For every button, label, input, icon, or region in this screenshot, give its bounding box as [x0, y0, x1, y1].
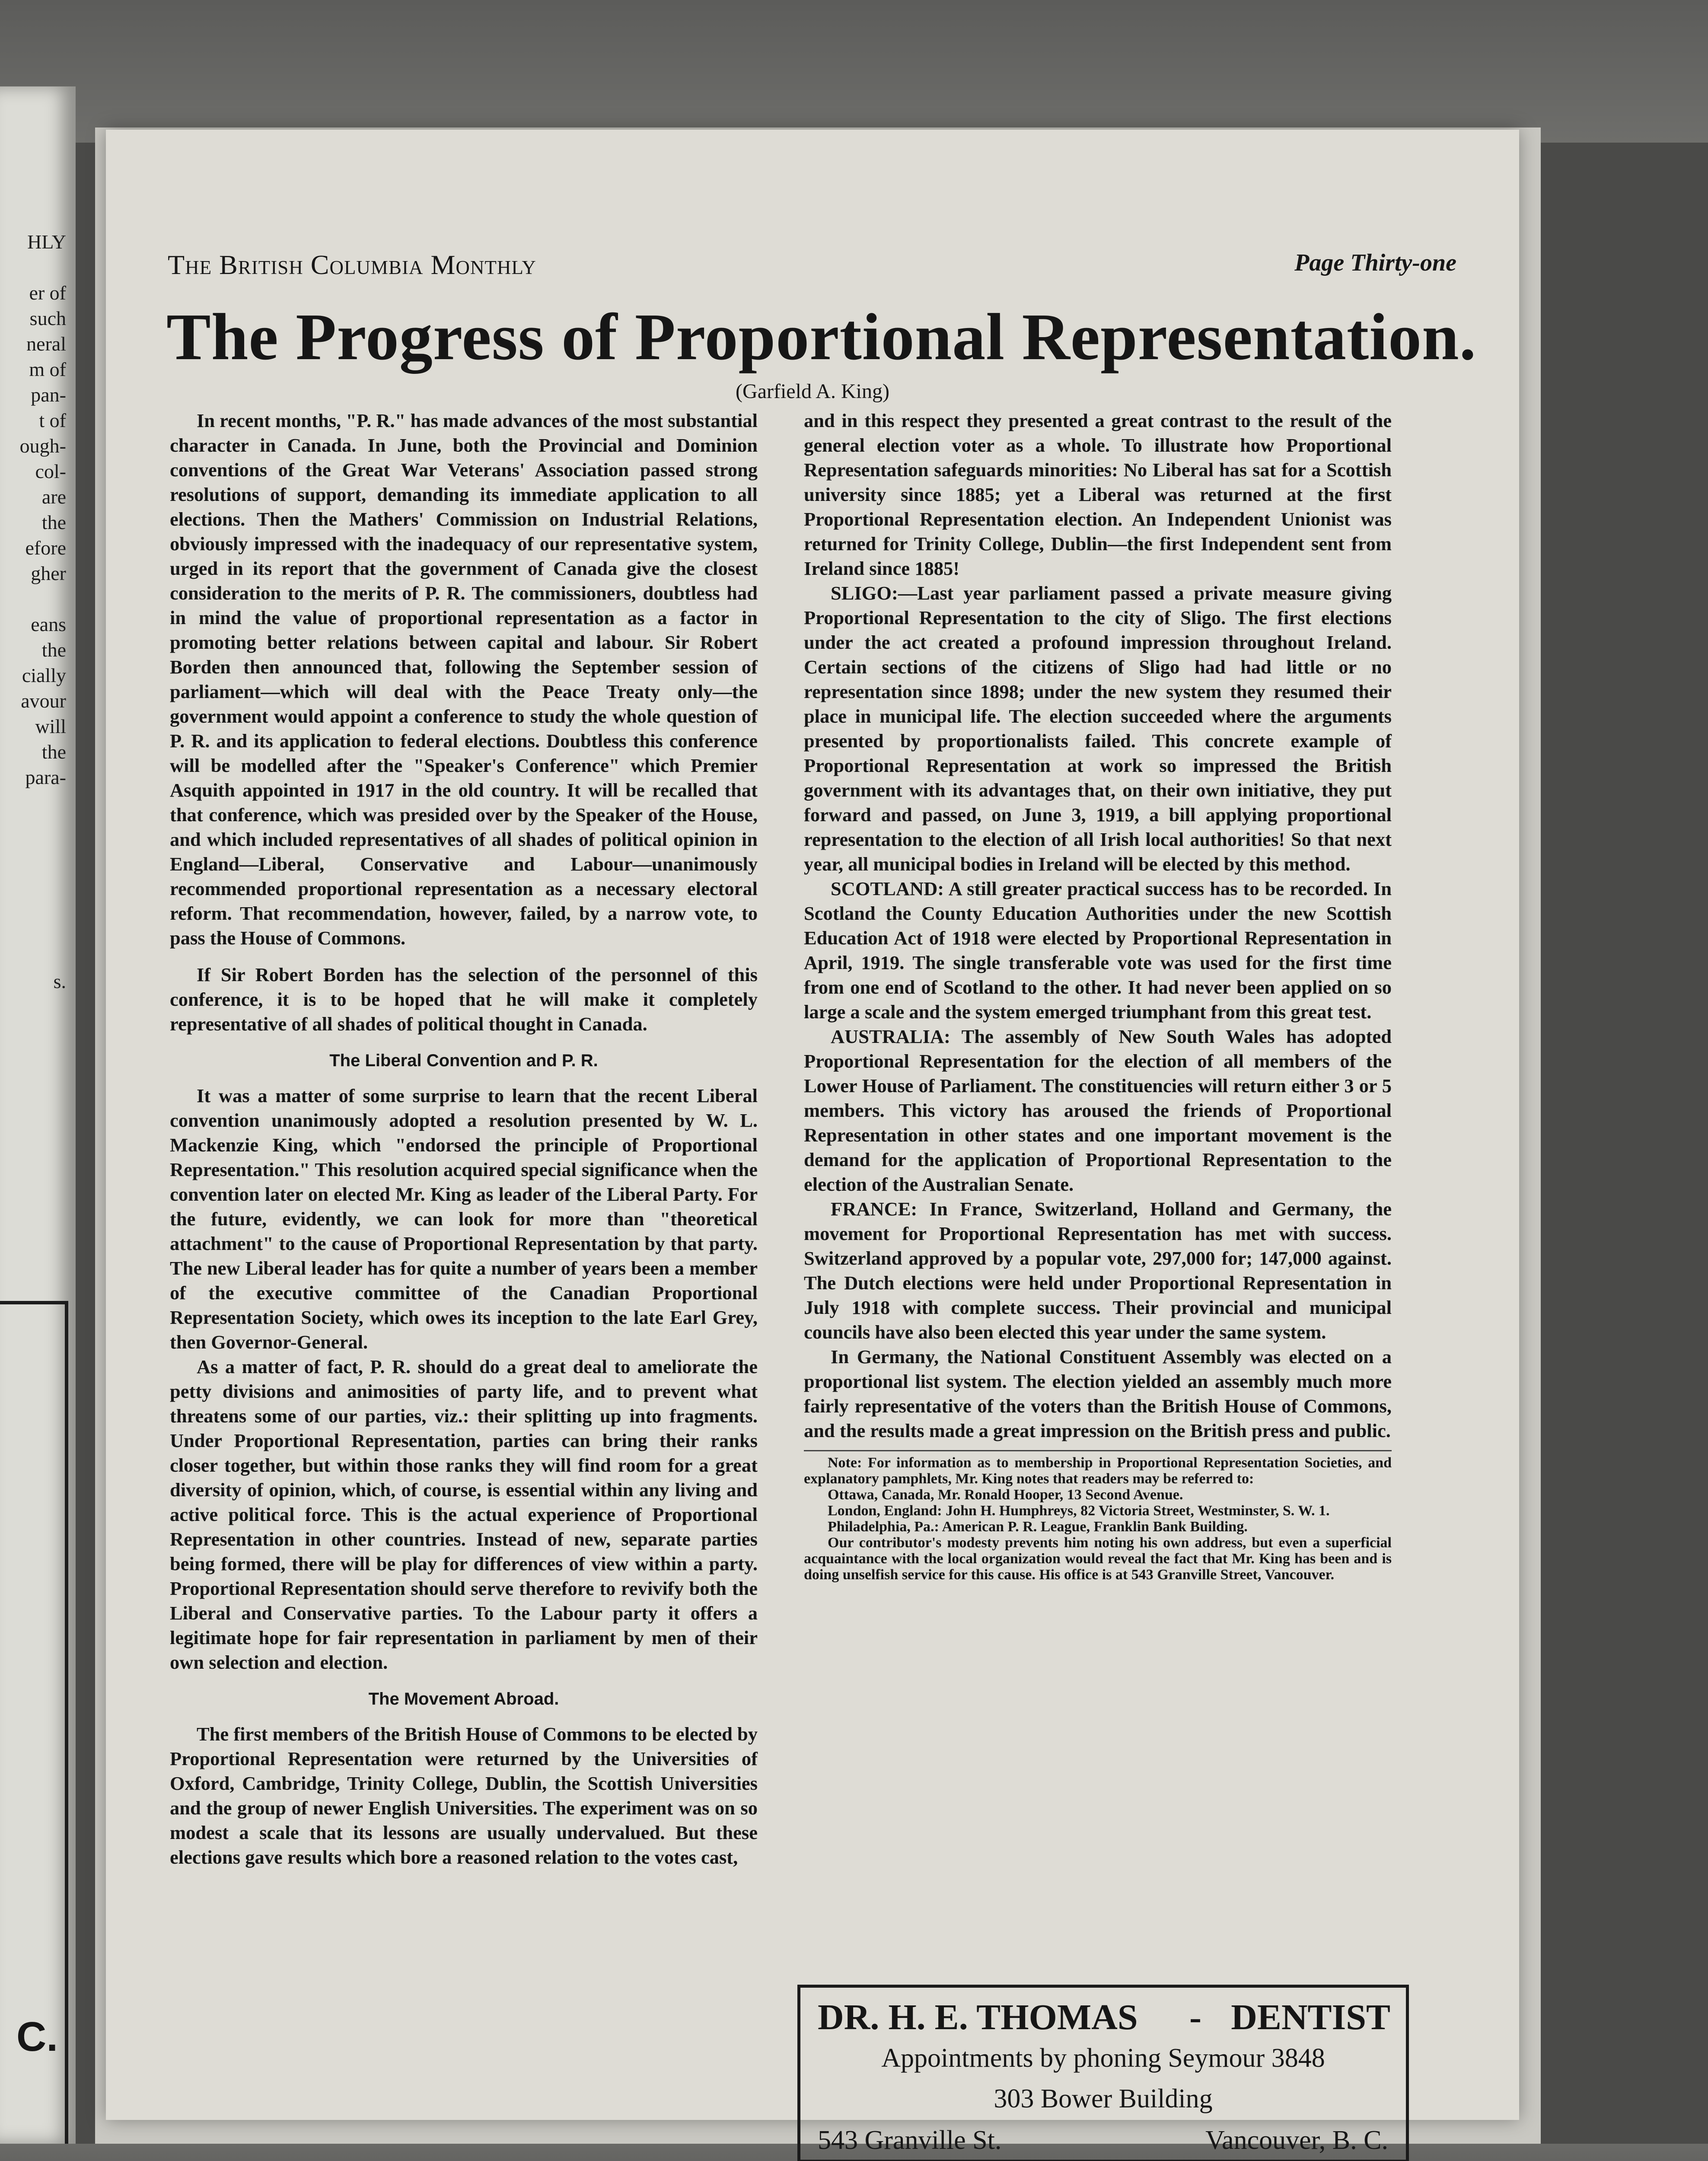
paragraph: As a matter of fact, P. R. should do a great deal to ameliorate the petty divisions and animosities of party life, and to prevent what threatens some of our parties, viz.: their splitting up into fragments. Under Proportional Representation, parties can bring their ranks closer together, but within those ranks they will find room for a great diversity of opinion, which, of course, is essential within any living and active political force. This is the actual experience of Proportional Representation in other countries. Instead of new, separate parties being formed, there will be play for differences of view within a party. Proportional Representation should serve therefore to revivify both the Liberal and Conservative parties. To the Labour party it offers a legitimate hope for fair representation in parliament by men of their own selection and election.: [170, 1356, 758, 1673]
paragraph: It was a matter of some surprise to learn that the recent Liberal convention unanimously adopted a resolution presented by W. L. Mackenzie King, which "endorsed the principle of Proportional Representation." This resolution acquired special significance when the convention later on elected Mr. King as leader of the Liberal Party. For the future, evidently, we can look for more than "theoretical attachment" to the cause of Proportional Representation by that party. The new Liberal leader has for quite a number of years been a member of the executive committee of the Canadian Proportional Representation Society, which owes its inception to the late Earl Grey, then Governor-General.: [170, 1085, 758, 1353]
dentist-advertisement: [797, 1985, 1409, 2161]
adjacent-page-line: pan-: [31, 384, 66, 406]
footnote-line: London, England: John H. Humphreys, 82 Victoria Street, Westminster, S. W. 1.: [828, 1503, 1330, 1519]
footnote-line: Note: For information as to membership in Proportional Representation Societies, and explanatory pamphlets, Mr. King notes that readers may be referred to:: [804, 1455, 1392, 1487]
ad-dentist-name: DR. H. E. THOMAS: [818, 1997, 1138, 2037]
footnote: [804, 1450, 1392, 1583]
adjacent-page-line: the: [41, 511, 66, 533]
adjacent-page-line: HLY: [27, 231, 66, 253]
footnote-line: Philadelphia, Pa.: American P. R. League, Franklin Bank Building.: [828, 1519, 1248, 1535]
paragraph: If Sir Robert Borden has the selection of the personnel of this conference, it is to be hoped that he will make it completely representative of all shades of political thought in Canada.: [170, 964, 758, 1035]
adjacent-page-line: [0, 867, 76, 892]
running-header-magazine: The British Columbia Monthly: [168, 249, 536, 280]
ad-dash: -: [1189, 1997, 1201, 2037]
footnote-line: Ottawa, Canada, Mr. Ronald Hooper, 13 Second Avenue.: [828, 1487, 1183, 1503]
adjacent-page-line: the: [41, 639, 66, 661]
adjacent-page-line: neral: [26, 333, 66, 355]
adjacent-page-line: [0, 816, 76, 841]
adjacent-page-line: eans: [31, 613, 66, 635]
adjacent-page-edge: [0, 86, 76, 2144]
paragraph: In Germany, the National Constituent Assembly was elected on a proportional list system. The election yielded an assembly much more fairly representative of the voters than the British House of Commons, and the results made a great impression on the British press and public.: [804, 1346, 1392, 1441]
adjacent-page-line: er of: [29, 282, 66, 304]
ad-appointments: Appointments by phoning Seymour 3848: [881, 2043, 1325, 2073]
adjacent-page-box-letter: C.: [16, 2014, 58, 2060]
paragraph: and in this respect they presented a great contrast to the result of the general election voter as a whole. To illustrate how Proportional Representation safeguards minorities: No Liberal has sat for a Scottish university since 1885; yet a Liberal was returned at the first Proportional Representation election. An Independent Unionist was returned for Trinity College, Dublin—the first Independent sent from Ireland since 1885!: [804, 410, 1392, 579]
section-heading: The Movement Abroad.: [368, 1689, 559, 1708]
adjacent-page-line: efore: [25, 537, 66, 559]
adjacent-page-line: [0, 586, 76, 612]
adjacent-page-text: [0, 86, 76, 994]
ad-profession: DENTIST: [1231, 1997, 1390, 2037]
scanner-backdrop-top: [0, 0, 1708, 143]
article-byline: (Garfield A. King): [736, 380, 889, 403]
ad-building: 303 Bower Building: [994, 2084, 1213, 2113]
section-heading: The Liberal Convention and P. R.: [329, 1051, 598, 1070]
article-column-right: [804, 408, 1392, 1583]
paragraph: FRANCE: In France, Switzerland, Holland and Germany, the movement for Proportional Representation has met with success. Switzerland approved by a popular vote, 297,000 for; 147,000 against. The Dutch elections were held under Proportional Representation in July 1918 with complete success. Their provincial and municipal councils have also been elected this year under the same system.: [804, 1198, 1392, 1343]
adjacent-page-line: [0, 841, 76, 867]
running-header-page-number: Page Thirty-one: [1294, 249, 1456, 276]
adjacent-page-line: such: [29, 307, 66, 329]
adjacent-page-line: s.: [53, 970, 66, 992]
adjacent-page-line: [0, 892, 76, 918]
ad-street: 543 Granville St.: [818, 2126, 1002, 2155]
adjacent-page-line: ough-: [19, 435, 66, 457]
adjacent-page-line: [0, 790, 76, 816]
paragraph: AUSTRALIA: The assembly of New South Wales has adopted Proportional Representation for the election of all members of the Lower House of Parliament. The constituencies will return either 3 or 5 members. This victory has aroused the friends of Proportional Representation in other states and one important movement is the demand for the application of Proportional Representation to the election of the Australian Senate.: [804, 1026, 1392, 1195]
adjacent-page-line: [0, 943, 76, 969]
adjacent-page-line: [0, 255, 76, 280]
adjacent-page-line: gher: [31, 562, 66, 584]
paragraph: The first members of the British House of Commons to be elected by Proportional Representation were returned by the Universities of Oxford, Cambridge, Trinity College, Dublin, the Scottish Universities and the group of newer English Universities. The experiment was on so modest a scale that its lessons are usually undervalued. But these elections gave results which bore a reasoned relation to the votes cast,: [170, 1723, 758, 1868]
paragraph: SCOTLAND: A still greater practical success has to be recorded. In Scotland the County Education Authorities under the new Scottish Education Act of 1918 were elected by Proportional Representation in April, 1919. The single transferable vote was used for the first time from one end of Scotland to the other. It had never been applied on so large a scale and the system emerged triumphant from this great test.: [804, 878, 1392, 1023]
adjacent-page-line: para-: [25, 766, 66, 788]
article-column-left: [170, 408, 758, 1870]
adjacent-page-box: [0, 1301, 68, 2144]
adjacent-page-line: will: [35, 715, 66, 737]
footnote-line: Our contributor's modesty prevents him noting his own address, but even a superficial acquaintance with the local organization would reveal the fact that Mr. King has been and is doing unselfish service for this cause. His office is at 543 Granville Street, Vancouver.: [804, 1535, 1392, 1583]
adjacent-page-line: t of: [39, 409, 66, 431]
adjacent-page-line: col-: [35, 460, 66, 482]
adjacent-page-line: avour: [21, 690, 66, 712]
adjacent-page-line: the: [41, 741, 66, 763]
paragraph: SLIGO:—Last year parliament passed a private measure giving Proportional Representation to the city of Sligo. The first elections under the act created a profound impression throughout Ireland. Certain sections of the citizens of Sligo had had little or no representation since 1898; under the new system they resumed their place in municipal life. The election succeeded where the arguments presented by proportionalists failed. This concrete example of Proportional Representation at work so impressed the British government with its advantages that, on their own initiative, they put forward and passed, on June 3, 1919, a bill applying proportional representation to the election of all Irish local authorities! So that next year, all municipal bodies in Ireland will be elected by this method.: [804, 582, 1392, 875]
ad-city: Vancouver, B. C.: [1205, 2126, 1388, 2155]
adjacent-page-line: cially: [22, 664, 66, 686]
adjacent-page-line: are: [41, 486, 66, 508]
adjacent-page-line: [0, 918, 76, 943]
adjacent-page-line: m of: [29, 358, 66, 380]
magazine-page: [106, 130, 1519, 2155]
paragraph: In recent months, "P. R." has made advances of the most substantial character in Canada. In June, both the Provincial and Dominion conventions of the Great War Veterans' Association passed strong resolutions of support, demanding its immediate application to all elections. Then the Mathers' Commission on Industrial Relations, obviously impressed with the inadequacy of our representative system, urged in its report that the government of Canada give the closest consideration to the merits of P. R. The commissioners, doubtless had in mind the value of proportional representation as a factor in promoting better relations between capital and labour. Sir Robert Borden then announced that, following the September session of parliament—which will deal with the Peace Treaty only—the government would appoint a conference to study the whole question of P. R. and its application to federal elections. Doubtless this conference will be modelled after the "Speaker's Conference" which Premier Asquith appointed in 1917 in the old country. It will be recalled that that conference, which was presided over by the Speaker of the House, and which included representatives of all shades of political opinion in England—Liberal, Conservative and Labour—unanimously recommended proportional representation as a necessary electoral reform. That recommendation, however, failed, by a narrow vote, to pass the House of Commons.: [170, 410, 758, 949]
article-title: The Progress of Proportional Representation.: [166, 300, 1477, 374]
